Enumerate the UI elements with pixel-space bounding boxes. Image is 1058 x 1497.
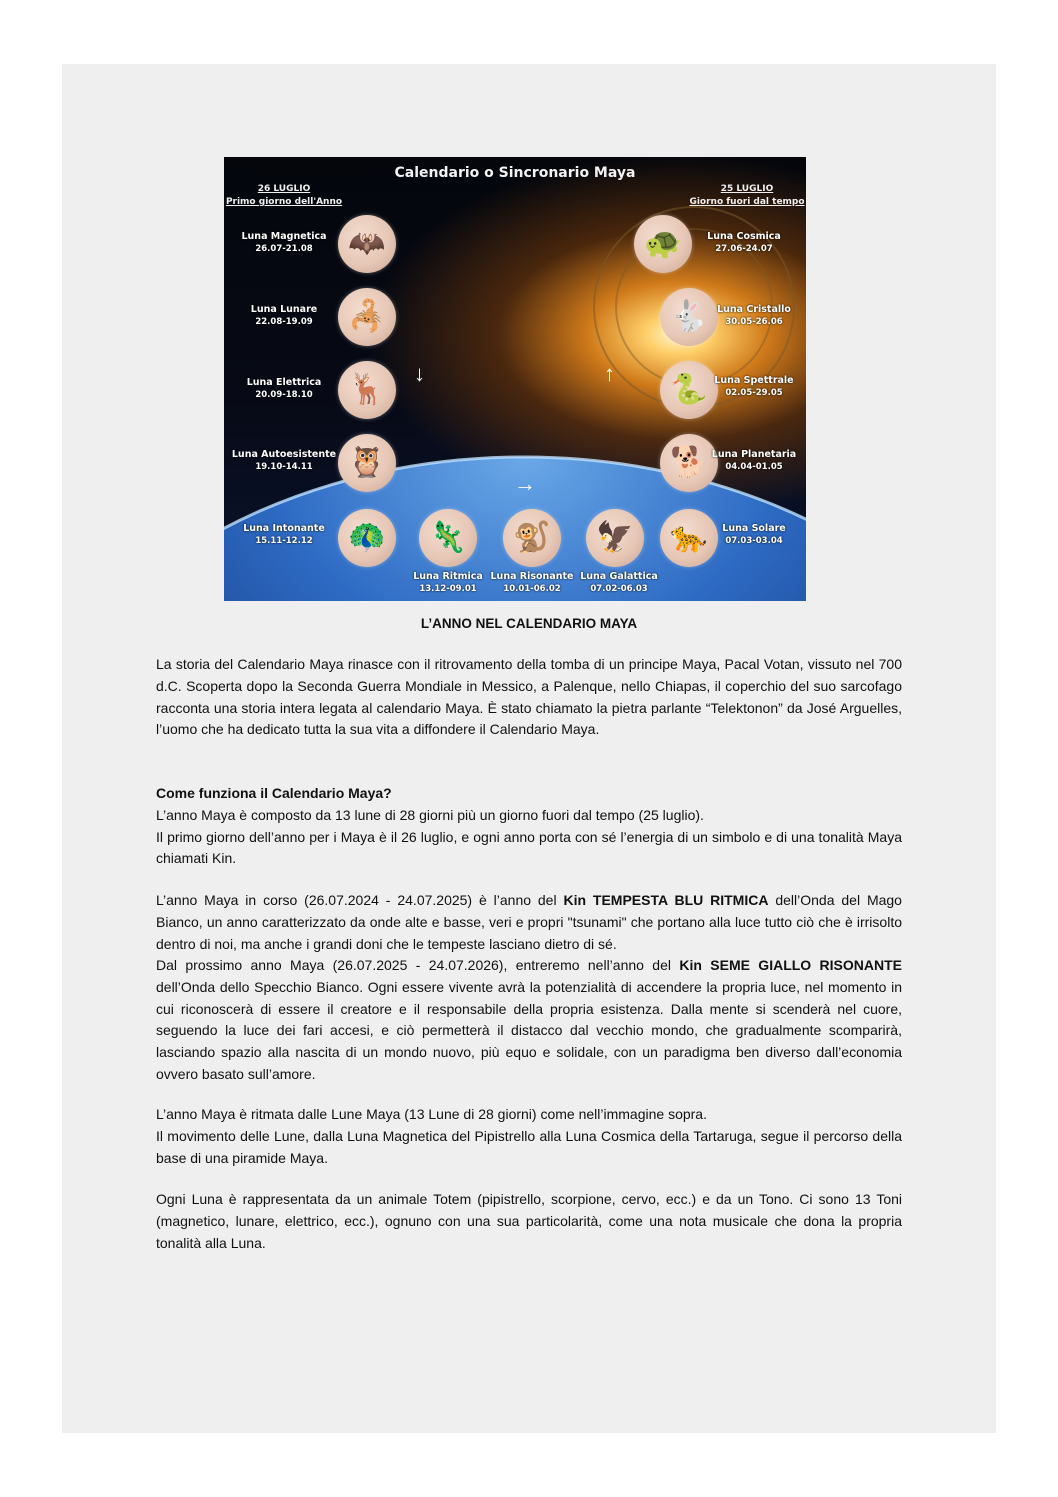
arrow-up-icon: ↑ [604,361,615,386]
document-page [62,64,996,1433]
moon-name: Luna Intonante [243,523,325,534]
moon-name: Luna Cosmica [707,231,781,242]
dog-icon: 🐕 [660,434,718,492]
moon-dates: 04.04-01.05 [725,462,783,472]
serpent-icon: 🐍 [660,361,718,419]
first-day-label [224,183,344,209]
first-day-caption: Primo giorno dell'Anno [225,197,343,207]
moon-dates: 30.05-26.06 [725,317,783,327]
arrow-right-icon: → [514,471,536,496]
figure-title: Calendario o Sincronario Maya [394,165,636,181]
monkey-icon: 🐒 [503,509,561,567]
current-year-description: dell’Onda del Mago Bianco, un anno caratterizzato da onde alte e basse, veri e propri "tsunami" che portano alla luce tutto ciò che è irrisolto dentro di noi, ma anche i grandi doni che le tempeste lasciano dietro di sé. [156,892,902,952]
deer-icon: 🦌 [338,361,396,419]
jaguar-icon: 🐆 [660,509,718,567]
moon-dates: 27.06-24.07 [715,244,773,254]
paragraph-current-year [156,890,902,955]
moon-dates: 20.09-18.10 [255,390,313,400]
peacock-icon: 🦚 [338,509,396,567]
moon-name: Luna Planetaria [711,449,797,460]
paragraph-next-year [156,955,902,1086]
next-year-text: Dal prossimo anno Maya (26.07.2025 - 24.07.2026), entreremo nell’anno del [156,957,680,973]
moon-label-autoesistente [224,449,344,473]
paragraph-first-day: Il primo giorno dell’anno per i Maya è il 26 luglio, e ogni anno porta con sé l’energia di un simbolo e di una tonalità Maya chiamati Kin. [156,828,902,867]
paragraph-movement: Il movimento delle Lune, dalla Luna Magnetica del Pipistrello alla Luna Cosmica della Tartaruga, segue il percorso della base di una piramide Maya. [156,1127,902,1166]
moon-label-planetaria [704,449,804,473]
out-of-time-caption: Giorno fuori dal tempo [689,197,805,207]
hawk-icon: 🦅 [586,509,644,567]
moon-label-cristallo [704,304,804,328]
moon-label-magnetica [224,231,344,255]
current-kin: Kin TEMPESTA BLU RITMICA [563,892,769,908]
moon-name: Luna Elettrica [246,377,322,388]
next-year-description: dell’Onda dello Specchio Bianco. Ogni essere vivente avrà la potenzialità di accendere la propria luce, nel momento in cui riconoscerà di essere il creatore e il responsabile della propria esistenza. Dalla mente si scenderà nel cuore, seguendo la luce dei fari accesi, e ciò permetterà il distacco dal vecchio mondo, che gradualmente scomparirà, lasciando spazio alla nascita di un mondo nuovo, più equo e solidale, con un paradigma ben diverso dall’economia ovvero basato sull’amore. [156,978,902,1082]
scorpion-icon: 🦂 [338,288,396,346]
turtle-icon: 🐢 [634,215,692,273]
moon-dates: 07.02-06.03 [590,584,648,594]
paragraph-year-composition: L’anno Maya è composto da 13 lune di 28 giorni più un giorno fuori dal tempo (25 luglio). [156,806,704,823]
next-kin: Kin SEME GIALLO RISONANTE [679,957,903,973]
moon-label-intonante [224,523,344,547]
rabbit-icon: 🐇 [660,288,718,346]
moon-dates: 02.05-29.05 [725,388,783,398]
moon-dates: 10.01-06.02 [503,584,561,594]
current-year-text: L’anno Maya in corso (26.07.2024 - 24.07.2025) è l’anno del [156,892,564,908]
out-of-time-date: 25 LUGLIO [720,184,774,194]
moon-label-spettrale [704,375,804,399]
paragraph-moons-rhythm [156,1104,902,1169]
moon-label-galattica [559,571,679,595]
moon-dates: 15.11-12.12 [255,536,313,546]
moon-name: Luna Ritmica [413,571,483,582]
arrow-down-icon: ↓ [414,361,425,386]
moon-name: Luna Cristallo [717,304,791,315]
paragraph-rhythm: L’anno Maya è ritmata dalle Lune Maya (13 Lune di 28 giorni) come nell’immagine sopra. [156,1106,707,1122]
moon-dates: 13.12-09.01 [419,584,477,594]
paragraph-totems: Ogni Luna è rappresentata da un animale Totem (pipistrello, scorpione, cervo, ecc.) e da un Tono. Ci sono 13 Toni (magnetico, lunare, elettrico, ecc.), ognuno con una sua particolarità, come una nota musicale che dona la propria tonalità alla Luna. [156,1191,902,1251]
bat-icon: 🦇 [338,215,396,273]
moon-name: Luna Galattica [580,571,658,582]
moon-name: Luna Magnetica [241,231,327,242]
moon-label-solare [704,523,804,547]
figure-caption: L’ANNO NEL CALENDARIO MAYA [420,616,638,631]
lizard-icon: 🦎 [419,509,477,567]
moon-name: Luna Lunare [250,304,318,315]
moon-dates: 07.03-03.04 [725,536,783,546]
section-how-it-works [156,783,902,870]
moon-dates: 22.08-19.09 [255,317,313,327]
moon-name: Luna Solare [722,523,786,534]
moon-name: Luna Autoesistente [231,449,337,460]
moon-label-elettrica [224,377,344,401]
first-day-date: 26 LUGLIO [257,184,311,194]
moon-label-lunare [224,304,344,328]
section-heading: Come funziona il Calendario Maya? [156,785,392,801]
out-of-time-label [688,183,806,209]
moon-name: Luna Spettrale [714,375,794,386]
moon-dates: 19.10-14.11 [255,462,313,472]
moon-label-cosmica [684,231,804,255]
moon-dates: 26.07-21.08 [255,244,313,254]
paragraph-history: La storia del Calendario Maya rinasce con il ritrovamento della tomba di un principe Maya, Pacal Votan, vissuto nel 700 d.C. Scoperta dopo la Seconda Guerra Mondiale in Messico, a Palenque, nello Chiapas, il coperchio del suo sarcofago racconta una storia intera legata al calendario Maya. È stato chiamato la pietra parlante “Telektonon” da José Arguelles, l’uomo che ha dedicato tutta la sua vita a diffondere il Calendario Maya. [156,656,902,738]
moon-name: Luna Risonante [490,571,574,582]
maya-calendar-figure [224,157,806,601]
owl-icon: 🦉 [338,434,396,492]
